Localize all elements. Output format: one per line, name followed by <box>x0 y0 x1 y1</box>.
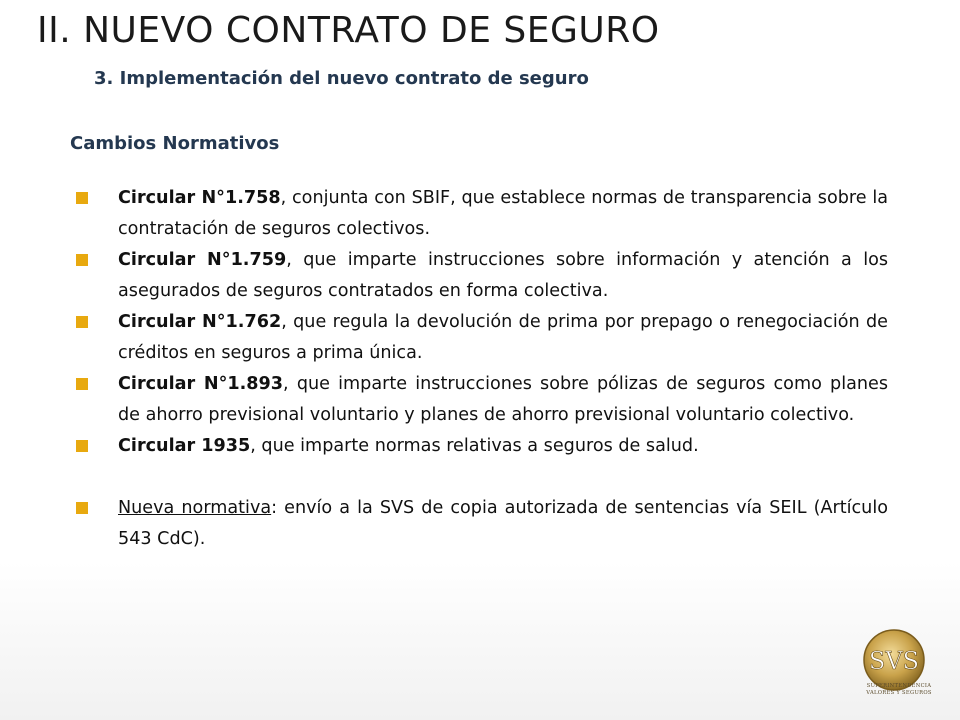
bullet-square-icon <box>76 440 88 452</box>
list-item <box>76 493 888 555</box>
regulation-list <box>76 183 888 555</box>
list-item <box>76 369 888 431</box>
logo-caption <box>856 683 942 697</box>
item-strong: Circular N°1.758 <box>118 188 281 208</box>
page-title: II. NUEVO CONTRATO DE SEGURO <box>37 10 660 51</box>
bullet-square-icon <box>76 502 88 514</box>
list-item <box>76 307 888 369</box>
item-text: , conjunta con SBIF, que establece normas de transparencia sobre la contratación de seguros colectivos. <box>118 188 889 239</box>
item-text: , que imparte instrucciones sobre información y atención a los asegurados de seguros contratados en forma colectiva. <box>118 250 889 301</box>
item-strong: Circular 1935 <box>118 436 251 456</box>
logo-line-1: SUPERINTENDENCIA <box>866 683 932 689</box>
item-text: : envío a la SVS de copia autorizada de sentencias vía SEIL (Artículo 543 CdC). <box>118 498 888 549</box>
logo-line-2: VALORES Y SEGUROS <box>866 690 932 696</box>
bullet-square-icon <box>76 316 88 328</box>
item-text: , que imparte instrucciones sobre pólizas de seguros como planes de ahorro previsional voluntario y planes de ahorro previsional voluntario colectivo. <box>118 374 889 425</box>
bullet-square-icon <box>76 254 88 266</box>
item-text: , que imparte normas relativas a seguros de salud. <box>250 436 699 456</box>
logo-mark: SVS <box>868 647 920 675</box>
item-strong: Circular N°1.762 <box>118 312 282 332</box>
item-text: , que regula la devolución de prima por prepago o renegociación de créditos en seguros a prima única. <box>118 312 888 363</box>
list-item <box>76 431 888 462</box>
bullet-square-icon <box>76 192 88 204</box>
item-link-text: Nueva normativa <box>118 498 272 518</box>
svs-logo <box>848 618 960 720</box>
list-item <box>76 245 888 307</box>
item-strong: Circular N°1.759 <box>118 250 287 270</box>
list-item <box>76 183 888 245</box>
bullet-square-icon <box>76 378 88 390</box>
item-strong: Circular N°1.893 <box>118 374 284 394</box>
page-subtitle: 3. Implementación del nuevo contrato de seguro <box>94 68 589 89</box>
section-heading: Cambios Normativos <box>70 133 280 154</box>
